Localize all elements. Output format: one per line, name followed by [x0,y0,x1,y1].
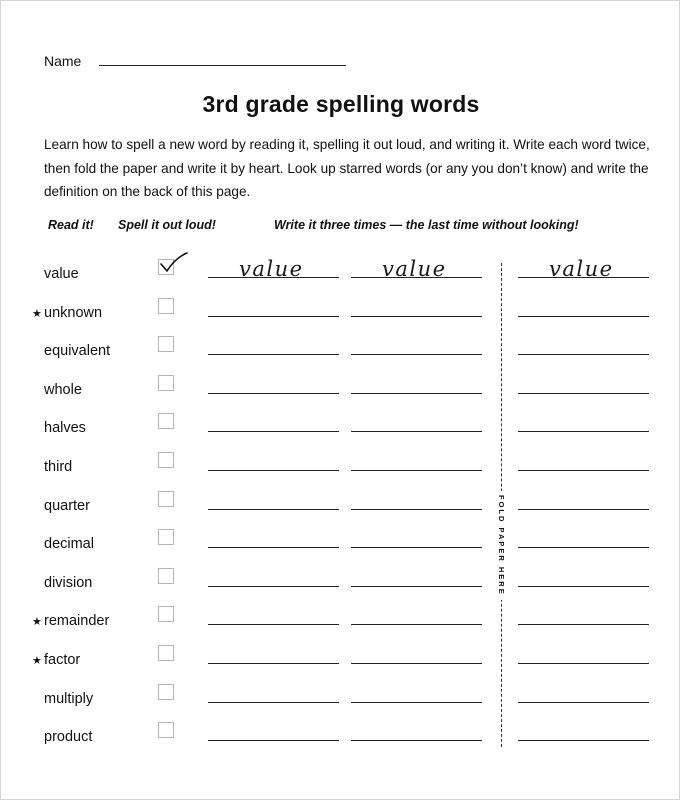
writing-line-1[interactable] [208,586,339,587]
read-checkbox[interactable] [158,336,174,352]
writing-line-3[interactable] [518,316,649,317]
read-checkbox[interactable] [158,452,174,468]
name-label: Name [44,53,82,69]
read-checkbox[interactable] [158,413,174,429]
writing-line-1[interactable] [208,470,339,471]
writing-line-3[interactable] [518,586,649,587]
writing-line-3[interactable] [518,509,649,510]
word-row [1,651,680,689]
handwritten-word: value [382,257,447,281]
writing-line-2[interactable] [351,354,482,355]
writing-line-3[interactable] [518,663,649,664]
read-checkbox[interactable] [158,259,174,275]
read-checkbox[interactable] [158,491,174,507]
writing-line-3[interactable] [518,354,649,355]
writing-line-2[interactable] [351,740,482,741]
writing-line-3[interactable] [518,624,649,625]
word-row [1,728,680,766]
word-row [1,419,680,457]
writing-line-2[interactable] [351,470,482,471]
checkmark-icon [158,252,188,276]
spelling-word: value [44,266,79,282]
handwritten-word: value [549,257,614,281]
word-list [1,1,680,801]
spelling-word: halves [44,420,86,437]
writing-line-2[interactable] [351,702,482,703]
star-icon: ★ [32,307,42,320]
writing-line-2[interactable] [351,393,482,394]
read-checkbox[interactable] [158,606,174,622]
writing-line-1[interactable] [208,509,339,510]
star-icon: ★ [32,655,42,667]
writing-line-2[interactable] [351,586,482,587]
writing-line-2[interactable] [351,431,482,432]
read-checkbox[interactable] [158,375,174,391]
writing-line-1[interactable] [208,393,339,394]
word-row [1,574,680,612]
read-checkbox[interactable] [158,645,174,661]
handwritten-word: value [239,257,304,281]
spelling-word: decimal [44,536,94,553]
writing-line-3[interactable] [518,393,649,394]
spelling-word: whole [44,381,82,398]
spelling-word: third [44,459,73,475]
writing-line-1[interactable] [208,663,339,664]
star-icon: ★ [32,616,42,629]
column-header-read: Read it! [48,218,94,232]
writing-line-3[interactable] [518,740,649,741]
word-row [1,497,680,535]
word-row [1,535,680,573]
writing-line-3[interactable] [518,547,649,548]
word-row [1,342,680,380]
instructions-text: Learn how to spell a new word by reading it, spelling it out loud, and writing it. Write each word twice, then fold the paper and write it by heart. Look up starred words (or any you don’t know) and write the definition on the back of this page. [44,137,650,199]
spelling-word: equivalent [44,343,111,360]
word-row [1,257,680,303]
spelling-word: multiply [44,690,94,707]
column-header-spell: Spell it out loud! [118,218,216,232]
spelling-word: factor [44,652,81,668]
word-row [1,304,680,342]
fold-label: FOLD PAPER HERE [494,491,508,600]
writing-line-1[interactable] [208,547,339,548]
writing-line-3[interactable] [518,470,649,471]
read-checkbox[interactable] [158,529,174,545]
word-row [1,381,680,419]
page-title: 3rd grade spelling words [202,91,480,117]
writing-line-3[interactable] [518,702,649,703]
read-checkbox[interactable] [158,568,174,584]
writing-line-1[interactable] [208,624,339,625]
writing-line-2[interactable] [351,316,482,317]
writing-line-1[interactable] [208,431,339,432]
writing-line-2[interactable] [351,547,482,548]
writing-line-3[interactable] [518,431,649,432]
word-row [1,458,680,496]
writing-line-1[interactable] [208,702,339,703]
word-row [1,612,680,650]
writing-line-2[interactable] [351,663,482,664]
spelling-word: unknown [44,304,103,321]
spelling-word: remainder [44,613,110,630]
column-header-write: Write it three times — the last time without looking! [274,218,579,232]
read-checkbox[interactable] [158,722,174,738]
word-row [1,690,680,728]
spelling-word: product [44,729,93,746]
writing-line-1[interactable] [208,354,339,355]
spelling-word: division [44,574,93,591]
writing-line-2[interactable] [351,624,482,625]
writing-line-2[interactable] [351,509,482,510]
read-checkbox[interactable] [158,684,174,700]
read-checkbox[interactable] [158,298,174,314]
writing-line-1[interactable] [208,316,339,317]
spelling-word: quarter [44,497,90,514]
writing-line-1[interactable] [208,740,339,741]
